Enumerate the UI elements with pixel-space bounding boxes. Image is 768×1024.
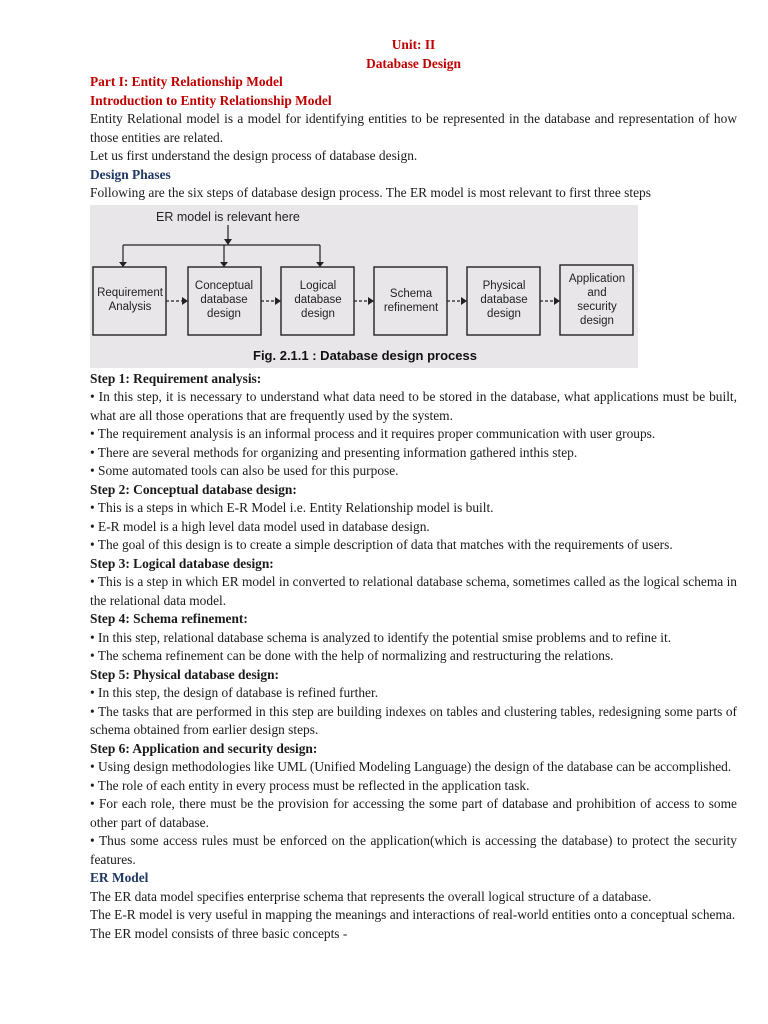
svg-text:security: security [577,300,617,313]
step-bullet: • In this step, relational database schema is analyzed to identify the potential smise problems and to refine it. [90,629,672,645]
svg-text:design: design [207,307,241,320]
svg-text:Conceptual: Conceptual [194,279,254,292]
step-bullet: • The role of each entity in every process must be reflected in the application task. [90,777,530,793]
step-bullet: • The goal of this design is to create a simple description of data that matches with the requirements of users. [90,537,673,552]
step-bullet: • Using design methodologies like UML (Unified Modeling Language) the design of the database can be accomplished. [90,759,732,774]
intro-heading: Introduction to Entity Relationship Model [90,92,332,108]
step-bullet: • There are several methods for organizing and presenting information gathered inthis step. [90,444,578,460]
step-bullet: • Thus some access rules must be enforced on the application(which is accessing the database) to protect the security features. [90,833,737,867]
step-bullet: • The requirement analysis is an informal process and it requires proper communication with user groups. [90,426,656,441]
step-heading: Step 6: Application and security design: [90,740,318,756]
document-title: Database Design [366,55,461,71]
step-heading: Step 5: Physical database design: [90,666,279,682]
svg-text:Analysis: Analysis [108,300,152,313]
intro-paragraph: Let us first understand the design process of database design. [90,148,418,163]
svg-text:Schema: Schema [389,287,433,300]
step-bullet: • This is a steps in which E-R Model i.e. Entity Relationship model is built. [90,500,494,515]
step-heading: Step 2: Conceptual database design: [90,481,297,497]
step-heading: Step 3: Logical database design: [90,555,274,571]
arrow-head [220,262,228,267]
step-bullet: • In this step, the design of database is refined further. [90,685,379,700]
svg-text:database: database [294,293,342,306]
step-heading: Step 1: Requirement analysis: [90,370,262,386]
design-steps [90,370,737,870]
er-relevant-label: ER model is relevant here [156,209,300,224]
er-model-paragraph: The ER data model specifies enterprise schema that represents the overall logical structure of a database. [90,888,652,904]
arrow-head [119,262,127,267]
svg-text:Logical: Logical [299,279,337,292]
step-heading: Step 4: Schema refinement: [90,611,248,626]
svg-text:design: design [301,307,335,320]
er-model-paragraph: The ER model consists of three basic concepts - [90,925,348,941]
er-model-paragraph: The E-R model is very useful in mapping the meanings and interactions of real-world entities onto a conceptual schema. [90,907,736,922]
er-model-heading: ER Model [90,870,149,885]
arrow-head [224,239,232,245]
svg-text:and: and [587,286,607,299]
process-diagram [90,205,638,368]
arrow-head [316,262,324,267]
design-phases-text: Following are the six steps of database design process. The ER model is most relevant to first three steps [90,185,651,200]
database-design-process-figure [90,205,638,368]
step-bullet: • In this step, it is necessary to understand what data need to be stored in the database, what applications must be built, what are all those operations that are frequently used by the system. [90,389,737,423]
step-bullet: • Some automated tools can also be used for this purpose. [90,463,399,478]
process-box-schema-refinement [374,267,447,335]
step-bullet: • This is a step in which ER model in converted to relational database schema, sometimes called as the logical schema in the relational data model. [90,574,737,608]
svg-text:database: database [480,293,528,306]
svg-text:design: design [487,307,521,320]
document-content [90,36,737,943]
step-bullet: • The tasks that are performed in this step are building indexes on tables and clustering tables, redesigning some parts of schema obtained from earlier design steps. [90,703,737,737]
svg-text:Application: Application [568,272,626,285]
svg-text:refinement: refinement [383,301,439,314]
step-bullet: • The schema refinement can be done with the help of normalizing and restructuring the relations. [90,648,614,663]
process-box-conceptual-design [188,267,261,335]
process-box-requirement-analysis [93,267,166,335]
unit-label: Unit: II [391,37,436,52]
process-box-application-security [560,265,633,335]
svg-text:Physical: Physical [482,279,526,292]
design-phases-heading: Design Phases [90,166,171,182]
step-bullet: • E-R model is a high level data model used in database design. [90,518,430,534]
process-box-logical-design [281,267,354,335]
intro-paragraph: Entity Relational model is a model for identifying entities to be represented in the database and representation of how those entities are related. [90,111,737,145]
svg-text:Requirement: Requirement [97,286,163,299]
svg-text:database: database [200,293,248,306]
process-box-physical-design [467,267,540,335]
svg-text:design: design [580,314,614,327]
figure-caption: Fig. 2.1.1 : Database design process [253,347,477,363]
step-bullet: • For each role, there must be the provision for accessing the some part of database and prohibition of access to some other part of database. [90,796,737,830]
part-heading: Part I: Entity Relationship Model [90,74,283,89]
